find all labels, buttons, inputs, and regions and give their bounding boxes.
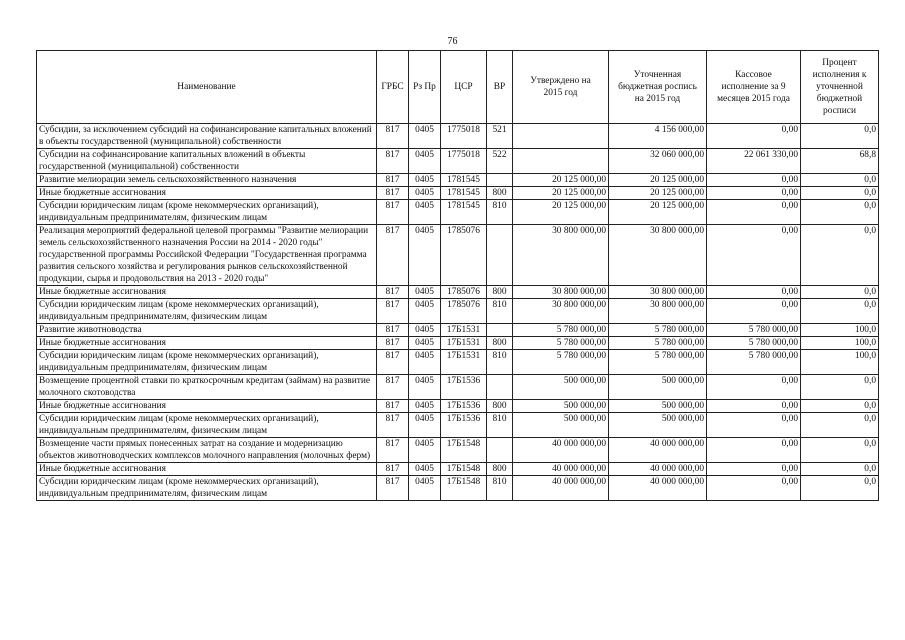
table-row [37,463,879,476]
cell-grbs: 817 [377,375,409,400]
table-row [37,438,879,463]
cell-name: Иные бюджетные ассигнования [37,337,377,350]
header-vr: ВР [487,51,513,124]
cell-percent: 68,8 [801,149,879,174]
cell-percent: 0,0 [801,299,879,324]
cell-approved [513,149,609,174]
table-row [37,324,879,337]
cell-approved: 40 000 000,00 [513,476,609,501]
cell-approved: 20 125 000,00 [513,200,609,225]
cell-grbs: 817 [377,337,409,350]
cell-refined: 20 125 000,00 [609,187,707,200]
cell-name: Развитие животноводства [37,324,377,337]
cell-vr: 521 [487,124,513,149]
cell-refined: 40 000 000,00 [609,463,707,476]
cell-grbs: 817 [377,174,409,187]
cell-percent: 0,0 [801,174,879,187]
cell-grbs: 817 [377,463,409,476]
cell-rzpr: 0405 [409,438,441,463]
cell-cash: 0,00 [707,375,801,400]
cell-csr: 17Б1548 [441,476,487,501]
cell-name: Развитие мелиорации земель сельскохозяйственного назначения [37,174,377,187]
cell-cash: 0,00 [707,413,801,438]
header-row [37,51,879,124]
cell-vr: 522 [487,149,513,174]
cell-percent: 0,0 [801,375,879,400]
cell-vr: 810 [487,299,513,324]
cell-csr: 17Б1536 [441,413,487,438]
cell-grbs: 817 [377,286,409,299]
cell-grbs: 817 [377,413,409,438]
header-percent: Процент исполнения к уточненной бюджетной росписи [801,51,879,124]
cell-grbs: 817 [377,200,409,225]
cell-csr: 17Б1548 [441,463,487,476]
cell-refined: 4 156 000,00 [609,124,707,149]
cell-approved: 30 800 000,00 [513,299,609,324]
cell-csr: 1775018 [441,149,487,174]
cell-csr: 1785076 [441,299,487,324]
cell-cash: 0,00 [707,476,801,501]
cell-approved: 30 800 000,00 [513,225,609,286]
cell-cash: 0,00 [707,438,801,463]
cell-refined: 500 000,00 [609,375,707,400]
cell-name: Субсидии юридическим лицам (кроме некоммерческих организаций), индивидуальным предпринимателям, физическим лицам [37,200,377,225]
cell-percent: 100,0 [801,324,879,337]
cell-vr [487,225,513,286]
cell-rzpr: 0405 [409,187,441,200]
table-row [37,375,879,400]
cell-approved: 500 000,00 [513,375,609,400]
cell-vr [487,375,513,400]
cell-rzpr: 0405 [409,337,441,350]
cell-percent: 0,0 [801,200,879,225]
cell-rzpr: 0405 [409,286,441,299]
table-row [37,200,879,225]
cell-name: Возмещение процентной ставки по краткосрочным кредитам (займам) на развитие молочного скотоводства [37,375,377,400]
cell-approved: 5 780 000,00 [513,324,609,337]
cell-percent: 0,0 [801,124,879,149]
cell-grbs: 817 [377,476,409,501]
cell-name: Субсидии юридическим лицам (кроме некоммерческих организаций), индивидуальным предпринимателям, физическим лицам [37,350,377,375]
table-row [37,413,879,438]
cell-grbs: 817 [377,438,409,463]
cell-name: Субсидии на софинансирование капитальных вложений в объекты государственной (муниципальной) собственности [37,149,377,174]
header-name: Наименование [37,51,377,124]
cell-approved: 500 000,00 [513,413,609,438]
table-row [37,124,879,149]
cell-vr: 800 [487,187,513,200]
cell-rzpr: 0405 [409,299,441,324]
cell-vr [487,174,513,187]
cell-name: Субсидии юридическим лицам (кроме некоммерческих организаций), индивидуальным предпринимателям, физическим лицам [37,299,377,324]
cell-approved: 40 000 000,00 [513,463,609,476]
cell-name: Субсидии, за исключением субсидий на софинансирование капитальных вложений в объекты государственной (муниципальной) собственности [37,124,377,149]
cell-name: Субсидии юридическим лицам (кроме некоммерческих организаций), индивидуальным предпринимателям, физическим лицам [37,413,377,438]
cell-name: Субсидии юридическим лицам (кроме некоммерческих организаций), индивидуальным предпринимателям, физическим лицам [37,476,377,501]
cell-name: Реализация мероприятий федеральной целевой программы "Развитие мелиорации земель сельскохозяйственного назначения России на 2014 - 2020 годы" государственной программы Российской Федерации "Государственная программа развития сельского хозяйства и регулирования рынков сельскохозяйственной продукции, сырья и продовольствия на 2013 - 2020 годы" [37,225,377,286]
table-row [37,350,879,375]
cell-name: Возмещение части прямых понесенных затрат на создание и модернизацию объектов животноводческих комплексов молочного направления (молочных ферм) [37,438,377,463]
cell-name: Иные бюджетные ассигнования [37,187,377,200]
cell-vr [487,438,513,463]
cell-rzpr: 0405 [409,149,441,174]
header-cash: Кассовое исполнение за 9 месяцев 2015 года [707,51,801,124]
cell-cash: 0,00 [707,299,801,324]
cell-rzpr: 0405 [409,124,441,149]
cell-rzpr: 0405 [409,375,441,400]
table-row [37,400,879,413]
cell-vr: 810 [487,200,513,225]
cell-refined: 20 125 000,00 [609,174,707,187]
cell-vr: 800 [487,337,513,350]
cell-name: Иные бюджетные ассигнования [37,463,377,476]
header-approved: Утверждено на 2015 год [513,51,609,124]
cell-approved: 500 000,00 [513,400,609,413]
cell-cash: 5 780 000,00 [707,324,801,337]
cell-refined: 500 000,00 [609,413,707,438]
cell-approved: 20 125 000,00 [513,174,609,187]
cell-rzpr: 0405 [409,463,441,476]
cell-cash: 5 780 000,00 [707,350,801,375]
header-grbs: ГРБС [377,51,409,124]
cell-grbs: 817 [377,225,409,286]
cell-refined: 20 125 000,00 [609,200,707,225]
cell-refined: 40 000 000,00 [609,438,707,463]
cell-percent: 0,0 [801,476,879,501]
cell-cash: 0,00 [707,225,801,286]
cell-rzpr: 0405 [409,476,441,501]
cell-csr: 17Б1536 [441,375,487,400]
cell-approved: 5 780 000,00 [513,350,609,375]
cell-percent: 0,0 [801,438,879,463]
cell-refined: 30 800 000,00 [609,286,707,299]
cell-vr: 810 [487,476,513,501]
cell-csr: 17Б1548 [441,438,487,463]
cell-cash: 0,00 [707,174,801,187]
table-row [37,187,879,200]
cell-cash: 0,00 [707,463,801,476]
cell-csr: 1781545 [441,200,487,225]
cell-grbs: 817 [377,400,409,413]
cell-vr: 800 [487,463,513,476]
cell-rzpr: 0405 [409,400,441,413]
cell-percent: 0,0 [801,463,879,476]
cell-grbs: 817 [377,324,409,337]
cell-grbs: 817 [377,149,409,174]
table-row [37,149,879,174]
cell-rzpr: 0405 [409,413,441,438]
cell-cash: 5 780 000,00 [707,337,801,350]
cell-grbs: 817 [377,187,409,200]
cell-vr: 810 [487,413,513,438]
cell-csr: 1781545 [441,174,487,187]
cell-cash: 22 061 330,00 [707,149,801,174]
cell-cash: 0,00 [707,286,801,299]
cell-csr: 17Б1531 [441,350,487,375]
cell-grbs: 817 [377,124,409,149]
cell-percent: 0,0 [801,286,879,299]
cell-percent: 100,0 [801,350,879,375]
cell-approved: 40 000 000,00 [513,438,609,463]
cell-rzpr: 0405 [409,350,441,375]
table-row [37,225,879,286]
cell-grbs: 817 [377,350,409,375]
cell-refined: 5 780 000,00 [609,337,707,350]
cell-csr: 1785076 [441,286,487,299]
cell-refined: 500 000,00 [609,400,707,413]
cell-refined: 30 800 000,00 [609,225,707,286]
cell-rzpr: 0405 [409,324,441,337]
budget-table [36,50,879,501]
table-row [37,286,879,299]
cell-refined: 32 060 000,00 [609,149,707,174]
table-row [37,174,879,187]
header-refined: Уточненная бюджетная роспись на 2015 год [609,51,707,124]
cell-approved: 5 780 000,00 [513,337,609,350]
cell-vr: 800 [487,400,513,413]
cell-vr: 810 [487,350,513,375]
cell-name: Иные бюджетные ассигнования [37,400,377,413]
cell-percent: 0,0 [801,225,879,286]
cell-csr: 1781545 [441,187,487,200]
cell-approved [513,124,609,149]
cell-percent: 100,0 [801,337,879,350]
cell-vr: 800 [487,286,513,299]
cell-cash: 0,00 [707,124,801,149]
table-row [37,337,879,350]
cell-percent: 0,0 [801,413,879,438]
cell-percent: 0,0 [801,400,879,413]
cell-refined: 30 800 000,00 [609,299,707,324]
page-number: 76 [447,36,458,47]
header-rzpr: Рз Пр [409,51,441,124]
cell-name: Иные бюджетные ассигнования [37,286,377,299]
cell-rzpr: 0405 [409,225,441,286]
cell-refined: 5 780 000,00 [609,350,707,375]
cell-vr [487,324,513,337]
cell-csr: 17Б1531 [441,324,487,337]
header-csr: ЦСР [441,51,487,124]
cell-approved: 30 800 000,00 [513,286,609,299]
cell-csr: 1785076 [441,225,487,286]
table-row [37,299,879,324]
cell-refined: 5 780 000,00 [609,324,707,337]
table-row [37,476,879,501]
cell-csr: 17Б1531 [441,337,487,350]
cell-refined: 40 000 000,00 [609,476,707,501]
cell-rzpr: 0405 [409,200,441,225]
cell-cash: 0,00 [707,400,801,413]
cell-grbs: 817 [377,299,409,324]
cell-csr: 1775018 [441,124,487,149]
cell-approved: 20 125 000,00 [513,187,609,200]
cell-cash: 0,00 [707,200,801,225]
cell-cash: 0,00 [707,187,801,200]
cell-percent: 0,0 [801,187,879,200]
cell-rzpr: 0405 [409,174,441,187]
cell-csr: 17Б1536 [441,400,487,413]
